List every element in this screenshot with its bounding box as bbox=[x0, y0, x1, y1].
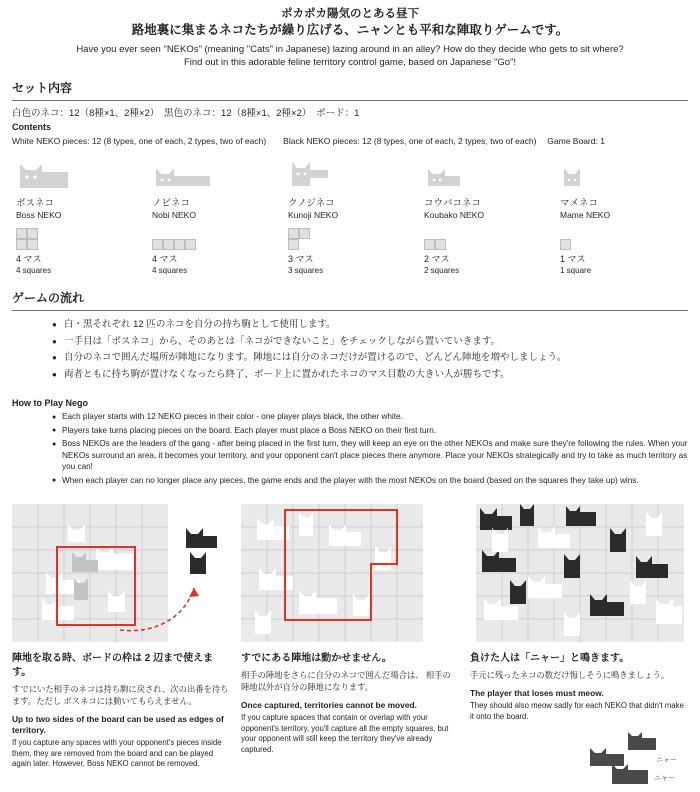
diagram-2 bbox=[241, 502, 459, 792]
piece-name-jp: コウバコネコ bbox=[424, 198, 482, 209]
piece-size-jp: 1 マス bbox=[560, 254, 586, 264]
contents-counts-en: White NEKO pieces: 12 (8 types, one of each, 2 types, two of each) Black NEKO pieces: 12 (8 types, one of each, 2 types, two of each) Game Board: 1 bbox=[12, 136, 605, 146]
header-title-jp-line2: 路地裏に集まるネコたちが繰り広げる、ニャンとも平和な陣取りゲームです。 bbox=[131, 23, 569, 37]
kunoji-neko-squares-icon bbox=[288, 228, 412, 250]
diagram-3-caption-jp-bold: 負けた人は「ニャー」と鳴きます。 bbox=[470, 653, 630, 664]
piece-size-jp: 2 マス bbox=[424, 254, 450, 264]
meow-label: ニャー bbox=[654, 775, 675, 782]
contents-heading-jp: セット内容 bbox=[12, 81, 73, 95]
piece-card-kunoji-neko bbox=[288, 156, 412, 275]
piece-size-en: 4 squares bbox=[16, 266, 52, 275]
diagram-2-caption-en: If you capture spaces that contain or overlap with your opponent's territory, you'll capture all the empty squares, but your opponent will still keep the territory they've already captured. bbox=[241, 713, 449, 754]
diagram-3-caption-jp: 手元に残ったネコの数だけ悔しそうに鳴きましょう。 bbox=[470, 670, 670, 680]
rule-item-jp: ● 白・黒それぞれ 12 匹のネコを自分の持ち駒として使用します。 bbox=[52, 317, 688, 333]
boss-neko-squares-icon bbox=[16, 228, 140, 250]
mame-neko-squares-icon bbox=[560, 228, 684, 250]
diagram-row bbox=[12, 502, 688, 792]
contents-heading-en: Contents bbox=[12, 122, 51, 132]
rule-item-jp: ● 自分のネコで囲んだ場所が陣地になります。陣地には自分のネコだけが置けるので、どんどん陣地を増やしましょう。 bbox=[52, 350, 688, 366]
rule-item-en: ● Each player starts with 12 NEKO pieces in their color - one player plays black, the other white. bbox=[52, 411, 688, 423]
nobi-neko-icon bbox=[152, 156, 276, 192]
diagram-3-caption-en-bold: The player that loses must meow. bbox=[470, 688, 604, 698]
diagram-1 bbox=[12, 502, 230, 792]
piece-size-jp: 4 マス bbox=[152, 254, 178, 264]
rule-item-en: ● Players take turns placing pieces on the board. Each player must place a Boss NEKO on their first turn. bbox=[52, 425, 688, 437]
piece-gallery bbox=[12, 156, 688, 275]
meow-label: ニャー bbox=[656, 757, 677, 764]
piece-card-mame-neko bbox=[560, 156, 684, 275]
diagram-1-caption-jp-bold: 陣地を取る時、ボードの枠は 2 辺まで使えます。 bbox=[12, 653, 214, 678]
diagram-2-caption-jp-bold: すでにある陣地は動かせません。 bbox=[241, 653, 392, 664]
diagram-3-illustration bbox=[470, 502, 688, 644]
contents-counts-jp: 白色のネコ：12（8種×1、2種×2） 黒色のネコ：12（8種×1、2種×2） ボード：1 bbox=[12, 108, 360, 119]
header-subtitle-en-line2: Find out in this adorable feline territory control game, based on Japanese "Go"! bbox=[183, 57, 517, 68]
header-subtitle-en-line1: Have you ever seen "NEKOs" (meaning "Cats" in Japanese) lazing around in an alley? How do they decide who gets to sit where? bbox=[76, 44, 624, 55]
piece-name-en: Boss NEKO bbox=[16, 210, 62, 220]
kunoji-neko-icon bbox=[288, 156, 412, 192]
diagram-1-illustration bbox=[12, 502, 230, 644]
diagram-1-caption-en: If you capture any spaces with your opponent's pieces inside them, they are removed from the board and can be played again later. However, Boss NEKO cannot be removed. bbox=[12, 738, 222, 768]
piece-name-en: Kunoji NEKO bbox=[288, 210, 339, 220]
piece-name-jp: ボスネコ bbox=[16, 198, 55, 209]
boss-neko-icon bbox=[16, 156, 140, 192]
header-title-jp-line1: ポカポカ陽気のとある昼下 bbox=[281, 8, 419, 20]
piece-card-koubako-neko bbox=[424, 156, 548, 275]
piece-name-en: Koubako NEKO bbox=[424, 210, 485, 220]
meowing-cats-illustration bbox=[470, 732, 688, 792]
flow-heading-jp: ゲームの流れ bbox=[12, 291, 85, 305]
piece-size-jp: 3 マス bbox=[288, 254, 314, 264]
mame-neko-icon bbox=[560, 156, 684, 192]
flow-heading-en: How to Play Nego bbox=[12, 398, 89, 408]
diagram-1-caption-en-bold: Up to two sides of the board can be used as edges of territory. bbox=[12, 714, 224, 735]
flow-divider bbox=[12, 310, 688, 311]
piece-card-boss-neko bbox=[16, 156, 140, 275]
koubako-neko-icon bbox=[424, 156, 548, 192]
piece-size-en: 2 squares bbox=[424, 266, 460, 275]
koubako-neko-squares-icon bbox=[424, 228, 548, 250]
rule-item-en: ● When each player can no longer place any pieces, the game ends and the player with the most NEKOs on the board (based on the squares they take up) wins. bbox=[52, 475, 688, 487]
diagram-2-illustration bbox=[241, 502, 459, 644]
piece-name-jp: ノビネコ bbox=[152, 198, 191, 209]
piece-size-en: 4 squares bbox=[152, 266, 188, 275]
diagram-2-caption-en-bold: Once captured, territories cannot be moved. bbox=[241, 700, 417, 710]
rules-list-jp bbox=[12, 317, 688, 382]
piece-name-en: Mame NEKO bbox=[560, 210, 611, 220]
rule-item-jp: ● 一手目は「ボスネコ」から、そのあとは「ネコができないこと」をチェックしながら置いていきます。 bbox=[52, 334, 688, 350]
piece-name-jp: クノジネコ bbox=[288, 198, 335, 209]
rule-item-en: ● Boss NEKOs are the leaders of the gang - after being placed in the first turn, they will keep an eye on the other NEKOs and make sure they're following the rules. When your NEKOs surround an area, it becomes your territory, and your opponent can't place pieces there anymore. Place your NEKOs strategically and try to take as much territory as you can! bbox=[52, 438, 688, 473]
diagram-3 bbox=[470, 502, 688, 792]
diagram-1-caption-jp: すでにいた相手のネコは持ち駒に戻され、次の出番を待ちます。ただし ボスネコには動いてもらえません。 bbox=[12, 684, 229, 706]
piece-size-en: 3 squares bbox=[288, 266, 324, 275]
nobi-neko-squares-icon bbox=[152, 228, 276, 250]
piece-card-nobi-neko bbox=[152, 156, 276, 275]
rules-list-en bbox=[12, 411, 688, 486]
piece-size-en: 1 square bbox=[560, 266, 592, 275]
rule-item-jp: ● 両者ともに持ち駒が置けなくなったら終了、ボード上に置かれたネコのマス目数の大きい人が勝ちです。 bbox=[52, 367, 688, 383]
piece-name-jp: マメネコ bbox=[560, 198, 599, 209]
piece-size-jp: 4 マス bbox=[16, 254, 42, 264]
diagram-2-caption-jp: 相手の陣地をさらに自分のネコで囲んだ場合は、 相手の陣地以外が自分の陣地になります。 bbox=[241, 670, 451, 692]
contents-divider bbox=[12, 100, 688, 101]
diagram-3-caption-en: They should also meow sadly for each NEKO that didn't make it onto the board. bbox=[470, 701, 684, 721]
page-header bbox=[12, 0, 688, 69]
piece-name-en: Nobi NEKO bbox=[152, 210, 196, 220]
